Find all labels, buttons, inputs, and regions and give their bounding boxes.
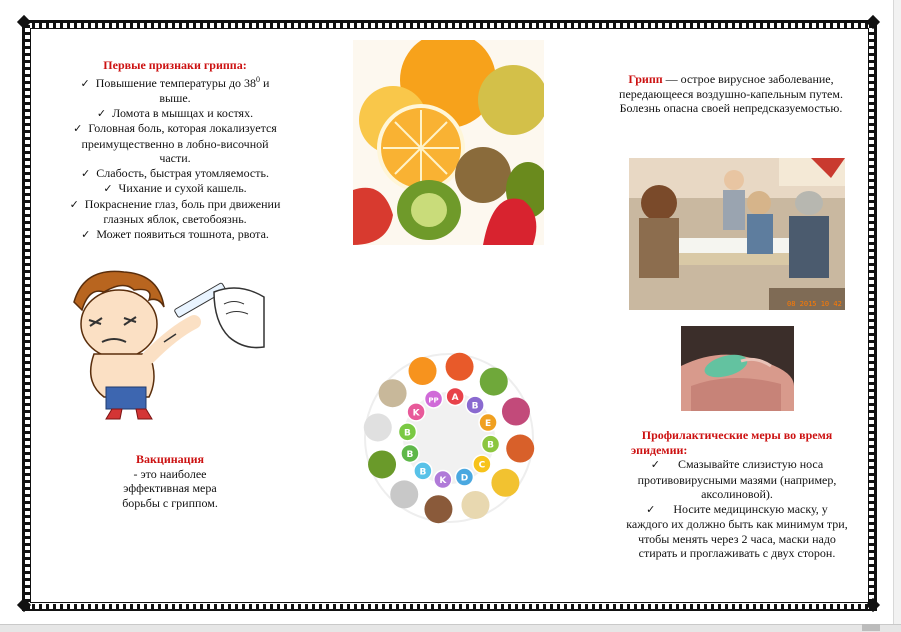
flu-text: передающееся воздушно-капельным путем. xyxy=(619,86,843,101)
border-pattern-top xyxy=(25,23,874,28)
food-item-icon xyxy=(424,495,452,523)
symptom-text: части. xyxy=(159,151,191,165)
checkmark-icon: ✓ xyxy=(646,502,656,516)
vitamin-letter: C xyxy=(478,460,486,471)
vitamin-letter: B xyxy=(471,401,479,412)
photo-timestamp: 08 2015 10 42 xyxy=(787,300,842,308)
vitamin-badge xyxy=(434,471,452,489)
vitamin-badge xyxy=(425,390,443,408)
vitamin-letter: K xyxy=(412,408,420,419)
food-item-icon xyxy=(364,413,392,441)
symptom-text: глазных яблок, светобоязнь. xyxy=(103,212,247,226)
vitamin-letter: E xyxy=(484,419,492,430)
symptom-item xyxy=(40,181,310,197)
symptom-text: Может появиться тошнота, рвота. xyxy=(96,226,269,241)
checkmark-icon: ✓ xyxy=(80,76,90,90)
children-photo xyxy=(629,158,845,310)
vaccination-text: - это наиболее xyxy=(133,466,207,481)
border-pattern-bottom xyxy=(25,604,874,609)
prevention-text: противовирусными мазями (например, xyxy=(637,472,837,487)
symptom-text: Головная боль, которая локализуется xyxy=(88,121,277,135)
prevention-section xyxy=(612,428,862,561)
checkmark-icon: ✓ xyxy=(650,458,660,471)
symptom-text: Покраснение глаз, боль при движении xyxy=(84,196,281,211)
food-item-icon xyxy=(502,398,530,426)
prevention-text: чтобы менять через 2 часа, маски надо xyxy=(638,531,836,546)
symptom-text: и xyxy=(260,75,270,90)
symptom-item xyxy=(40,166,310,182)
border-pattern-left xyxy=(25,23,30,609)
prevention-title: эпидемии: xyxy=(631,442,688,457)
prevention-text: аксолиновой). xyxy=(701,487,773,501)
prevention-title: Профилактические меры во время xyxy=(641,428,833,442)
symptom-text: Повышение температуры до 38 xyxy=(95,75,257,90)
food-item-icon xyxy=(461,491,489,519)
vitamin-letter: B xyxy=(406,449,414,460)
hand-washing-photo xyxy=(681,326,794,411)
food-item-icon xyxy=(480,368,508,396)
symptom-item xyxy=(40,73,310,106)
prevention-text: каждого их должно быть как минимум три, xyxy=(626,517,848,531)
prevention-text: Смазывайте слизистую носа xyxy=(677,457,824,471)
flu-word: Грипп xyxy=(628,72,663,86)
vitamin-badge xyxy=(473,455,491,473)
food-item-icon xyxy=(446,353,474,381)
flu-text: Болезнь опасна своей непредсказуемостью. xyxy=(619,101,843,115)
symptom-item xyxy=(40,227,310,243)
symptom-text: Ломота в мышцах и костях. xyxy=(112,105,254,120)
checkmark-icon: ✓ xyxy=(69,197,79,211)
scrollbar-thumb[interactable] xyxy=(862,624,880,631)
checkmark-icon: ✓ xyxy=(103,182,113,195)
flu-definition xyxy=(602,72,860,116)
vaccination-title: Вакцинация xyxy=(136,452,204,466)
symptom-text: преимущественно в лобно-височной xyxy=(81,136,269,151)
vaccination-illustration xyxy=(64,262,268,422)
food-item-icon xyxy=(506,435,534,463)
vitamin-badge xyxy=(446,387,464,405)
vertical-scrollbar[interactable] xyxy=(893,0,901,624)
vitamin-letter: A xyxy=(451,392,459,403)
vitamins-illustration xyxy=(355,350,543,526)
prevention-item xyxy=(612,457,862,502)
symptom-text: Слабость, быстрая утомляемость. xyxy=(96,165,269,180)
checkmark-icon: ✓ xyxy=(81,166,91,180)
vitamin-badge xyxy=(455,468,473,486)
prevention-text: Носите медицинскую маску, у xyxy=(673,501,828,516)
checkmark-icon: ✓ xyxy=(96,106,107,120)
vitamin-letter: B xyxy=(404,428,411,439)
vitamin-badge xyxy=(407,403,425,421)
vitamin-badge xyxy=(482,435,500,453)
prevention-item xyxy=(612,502,862,561)
vitamin-badge xyxy=(479,414,497,432)
symptom-item xyxy=(40,121,310,166)
vaccination-text: эффективная мера xyxy=(123,481,217,495)
vitamin-letter: K xyxy=(439,476,447,487)
border-pattern-right xyxy=(869,23,874,609)
degree-superscript: 0 xyxy=(256,74,261,84)
food-item-icon xyxy=(368,450,396,478)
vitamin-badge xyxy=(466,396,484,414)
vitamin-badge xyxy=(401,444,419,462)
vitamin-letter: B xyxy=(487,440,494,451)
symptom-item xyxy=(40,197,310,227)
checkmark-icon: ✓ xyxy=(81,227,91,241)
vaccination-text: борьбы с гриппом. xyxy=(122,495,218,510)
flu-text: — острое вирусное заболевание, xyxy=(662,72,834,86)
checkmark-icon: ✓ xyxy=(73,122,83,135)
vitamin-badge xyxy=(398,423,416,441)
food-item-icon xyxy=(379,379,407,407)
symptom-text: Чихание и сухой кашель. xyxy=(118,181,247,195)
symptom-item xyxy=(40,106,310,122)
symptoms-section xyxy=(40,58,310,242)
vitamin-letter: PP xyxy=(428,396,439,405)
symptoms-title: Первые признаки гриппа: xyxy=(103,58,247,72)
fruit-photo xyxy=(353,40,544,245)
vitamin-badge xyxy=(414,462,432,480)
food-item-icon xyxy=(491,469,519,497)
food-item-icon xyxy=(390,480,418,508)
vitamin-letter: D xyxy=(460,473,469,484)
vitamin-letter: B xyxy=(419,467,427,478)
vaccination-section xyxy=(90,452,250,510)
symptom-text: выше. xyxy=(159,91,191,105)
food-item-icon xyxy=(409,357,437,385)
prevention-text: стирать и проглаживать с двух сторон. xyxy=(638,546,836,560)
